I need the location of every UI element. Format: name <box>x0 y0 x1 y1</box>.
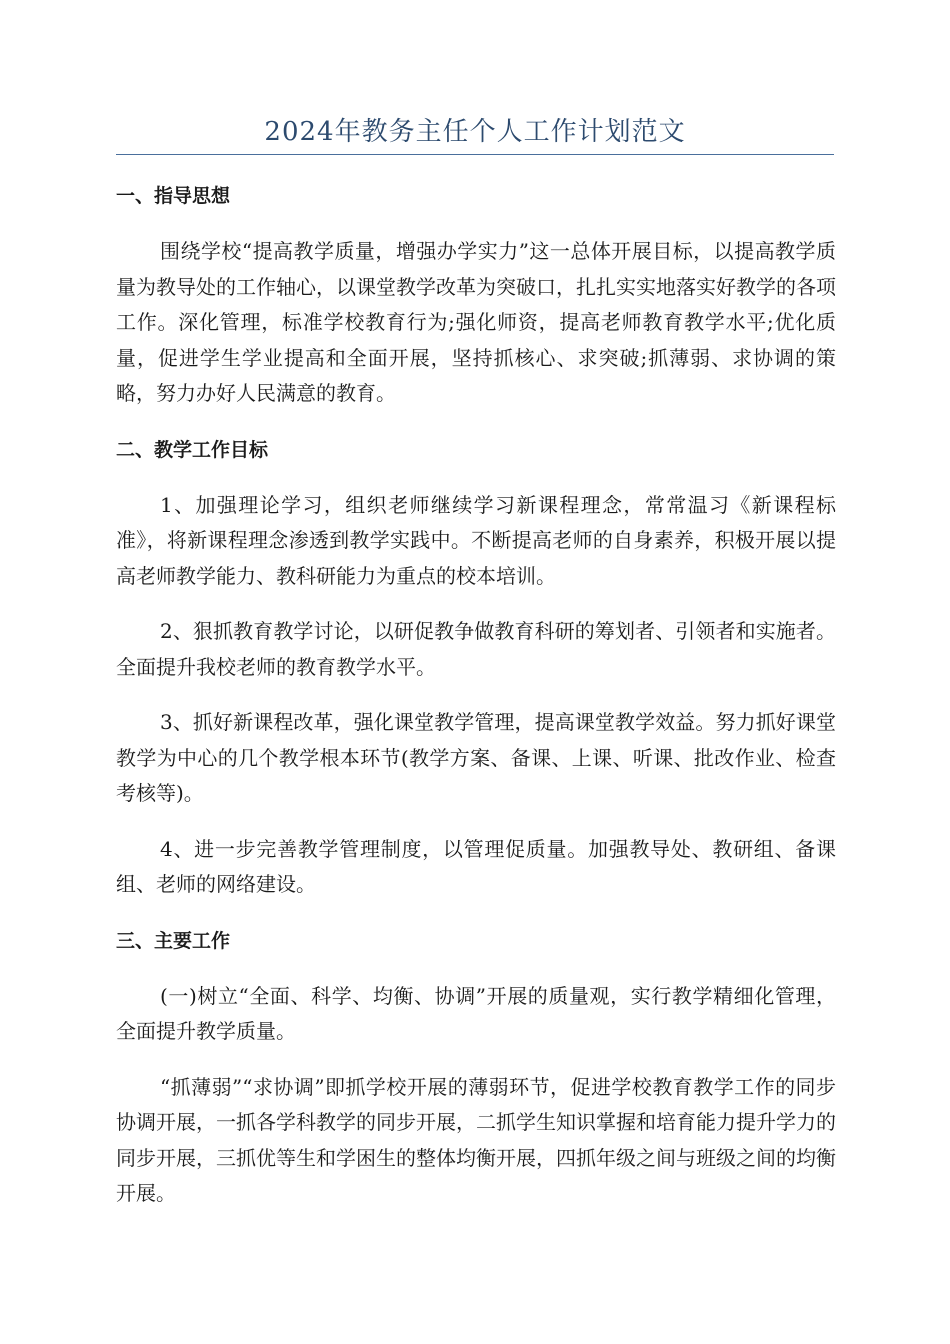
document-body <box>116 178 836 1232</box>
paragraph: 3、抓好新课程改革，强化课堂教学管理，提高课堂教学效益。努力抓好课堂教学为中心的几个教学根本环节(教学方案、备课、上课、听课、批改作业、检查考核等)。 <box>116 710 836 805</box>
section-teaching-goals <box>116 432 836 903</box>
section-heading: 二、教学工作目标 <box>116 438 269 461</box>
paragraph: 围绕学校“提高教学质量，增强办学实力”这一总体开展目标，以提高教学质量为教导处的工作轴心，以课堂教学改革为突破口，扎扎实实地落实好教学的各项工作。深化管理，标准学校教育行为;强化师资，提高老师教育教学水平;优化质量，促进学生学业提高和全面开展，坚持抓核心、求突破;抓薄弱、求协调的策略，努力办好人民满意的教育。 <box>116 239 836 405</box>
document-title: 2024年教务主任个人工作计划范文 <box>264 117 686 147</box>
paragraph: (一)树立“全面、科学、均衡、协调”开展的质量观，实行教学精细化管理，全面提升教学质量。 <box>116 983 836 1043</box>
section-heading: 三、主要工作 <box>116 929 231 952</box>
section-main-work <box>116 923 836 1212</box>
paragraph: 1、加强理论学习，组织老师继续学习新课程理念，常常温习《新课程标准》，将新课程理念渗透到教学实践中。不断提高老师的自身素养，积极开展以提高老师教学能力、教科研能力为重点的校本培训。 <box>116 492 836 588</box>
title-underline <box>116 154 834 155</box>
paragraph: “抓薄弱”“求协调”即抓学校开展的薄弱环节，促进学校教育教学工作的同步协调开展，一抓各学科教学的同步开展，二抓学生知识掌握和培育能力提升学力的同步开展，三抓优等生和学困生的整体均衡开展，四抓年级之间与班级之间的均衡开展。 <box>116 1074 836 1205</box>
section-heading: 一、指导思想 <box>116 185 231 207</box>
paragraph: 2、狠抓教育教学讨论，以研促教争做教育科研的筹划者、引领者和实施者。全面提升我校老师的教育教学水平。 <box>116 619 836 679</box>
section-guiding-ideology <box>116 178 836 412</box>
paragraph: 4、进一步完善教学管理制度，以管理促质量。加强教导处、教研组、备课组、老师的网络建设。 <box>116 836 836 896</box>
